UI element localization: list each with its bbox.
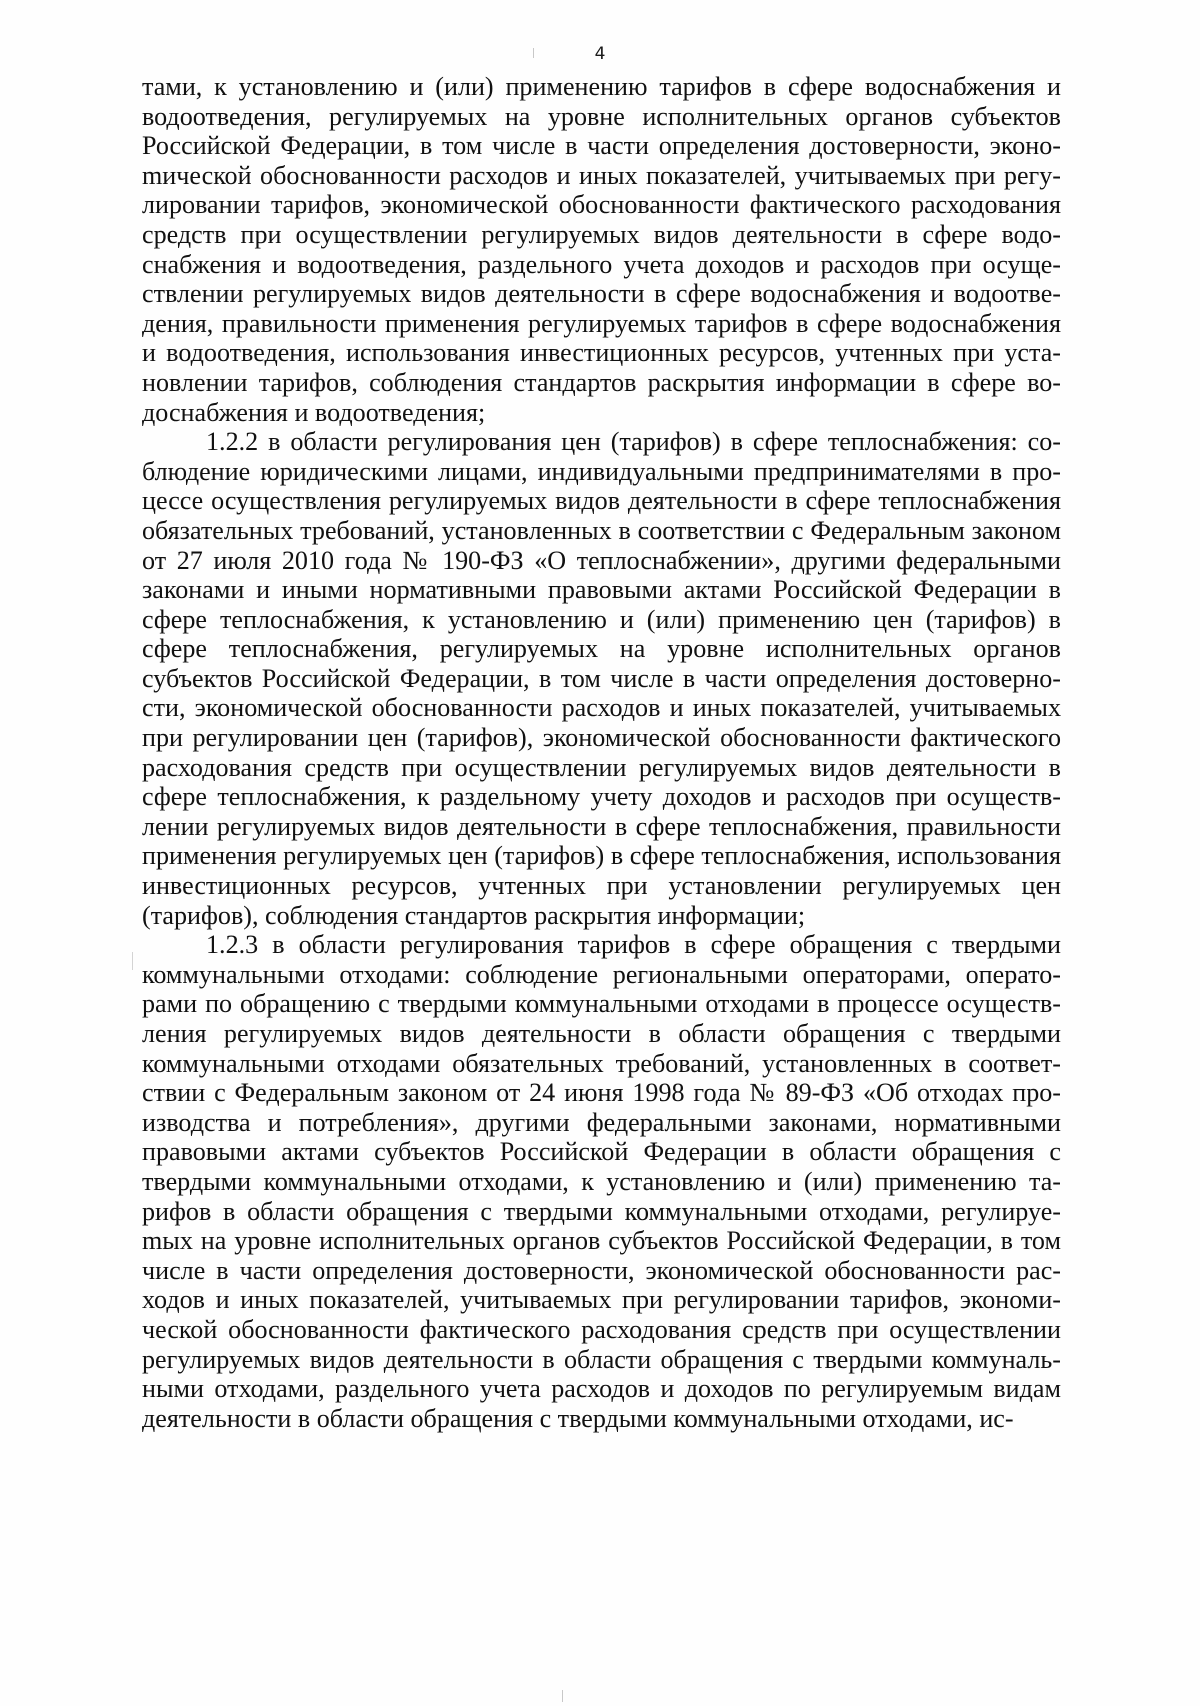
paragraph-1-2-3: 1.2.3 в области регулирования тарифов в сфере обращения с твердыми коммунальными отходами: соблюдение региональными операторами, операторами по обращению с твердыми коммунальными отходами в процессе осуществления регулируемых видов деятельности в области обращения с твердыми коммунальными отходами обязательных требований, установленных в соответствии с Федеральным законом от 24 июня 1998 года № 89-ФЗ «Об отходах производства и потребления», другими федеральными законами, нормативными правовыми актами субъектов Российской Федерации в области обращения с твердыми коммунальными отходами, к установлению и (или) применению тарифов в области обращения с твердыми коммунальными отходами, регулируеmых на уровне исполнительных органов субъектов Российской Федерации, в том числе в части определения достоверности, экономической обоснованности расходов и иных показателей, учитываемых при регулировании тарифов, экономической обоснованности фактического расходования средств при осуществлении регулируемых видов деятельности в области обращения с твердыми коммунальными отходами, раздельного учета расходов и доходов по регулируемым видам деятельности в области обращения с твердыми коммунальными отходами, ис- bbox=[142, 930, 1061, 1433]
paragraph-continuation: тами, к установлению и (или) применению тарифов в сфере водоснабжения и водоотведения, регулируемых на уровне исполнительных органов субъектов Российской Федерации, в том числе в части определения достоверности, эконоmической обоснованности расходов и иных показателей, учитываемых при регулировании тарифов, экономической обоснованности фактического расходования средств при осуществлении регулируемых видов деятельности в сфере водоснабжения и водоотведения, раздельного учета доходов и расходов при осуществлении регулируемых видов деятельности в сфере водоснабжения и водоотведения, правильности применения регулируемых тарифов в сфере водоснабжения и водоотведения, использования инвестиционных ресурсов, учтенных при установлении тарифов, соблюдения стандартов раскрытия информации в сфере водоснабжения и водоотведения; bbox=[142, 72, 1061, 427]
scan-speck bbox=[132, 952, 133, 970]
scan-speck bbox=[562, 1690, 563, 1702]
paragraph-1-2-2: 1.2.2 в области регулирования цен (тарифов) в сфере теплоснабжения: соблюдение юридическими лицами, индивидуальными предпринимателями в процессе осуществления регулируемых видов деятельности в сфере теплоснабжения обязательных требований, установленных в соответствии с Федеральным законом от 27 июля 2010 года № 190-ФЗ «О теплоснабжении», другими федеральными законами и иными нормативными правовыми актами Российской Федерации в сфере теплоснабжения, к установлению и (или) применению цен (тарифов) в сфере теплоснабжения, регулируемых на уровне исполнительных органов субъектов Российской Федерации, в том числе в части определения достоверности, экономической обоснованности расходов и иных показателей, учитываемых при регулировании цен (тарифов), экономической обоснованности фактического расходования средств при осуществлении регулируемых видов деятельности в сфере теплоснабжения, к раздельному учету доходов и расходов при осуществлении регулируемых видов деятельности в сфере теплоснабжения, правильности применения регулируемых цен (тарифов) в сфере теплоснабжения, использования инвестиционных ресурсов, учтенных при установлении регулируемых цен (тарифов), соблюдения стандартов раскрытия информации; bbox=[142, 427, 1061, 930]
document-body bbox=[142, 72, 1061, 1433]
page-number: 4 bbox=[594, 44, 606, 64]
